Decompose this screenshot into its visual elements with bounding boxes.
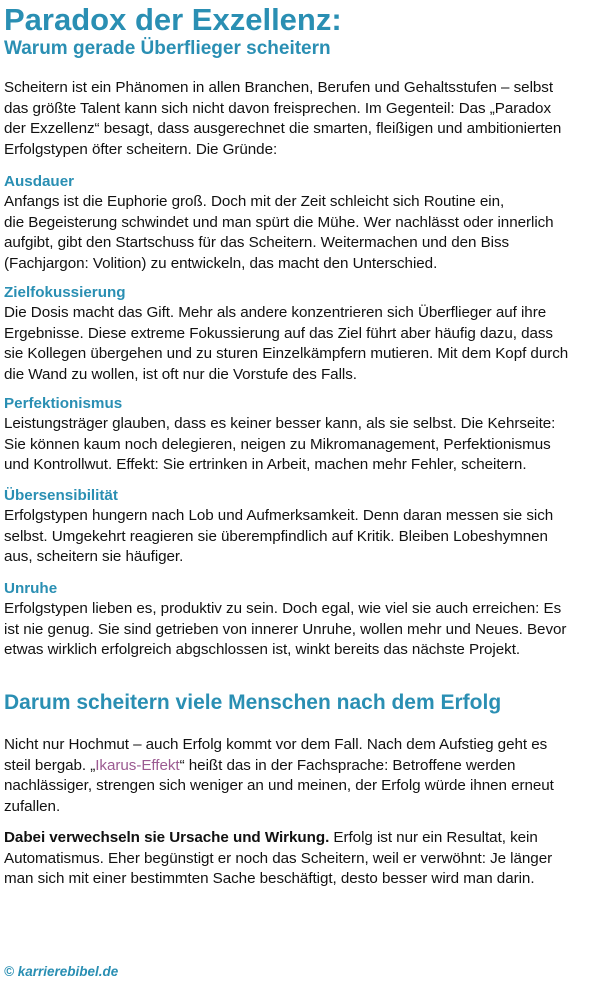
text-fragment: steil bergab. „ [4, 756, 96, 774]
text-fragment: “ heißt das in der Fachsprache: Betroffene werden [179, 756, 516, 774]
text-line: aus, scheitern sie häufiger. [4, 548, 184, 565]
text-line: Leistungsträger glauben, dass es keiner besser kann, als sie selbst. Die Kehrseite: [4, 415, 556, 432]
section-paragraph-uebersensibilitaet [4, 506, 608, 568]
section-paragraph-zielfokussierung [4, 303, 608, 385]
page-subtitle: Warum gerade Überflieger scheitern [4, 38, 331, 59]
copyright-footer: © karrierebibel.de [4, 964, 119, 979]
text-line: Sie können kaum noch delegieren, neigen zu Mikromanagement, Perfektionismus [4, 435, 551, 453]
text-line: Scheitern ist ein Phänomen in allen Branchen, Berufen und Gehaltsstufen – selbst [4, 79, 554, 96]
bold-lead-text: Dabei verwechseln sie Ursache und Wirkung. [4, 829, 330, 846]
section-heading-nach-dem-erfolg: Darum scheitern viele Menschen nach dem Erfolg [4, 691, 502, 714]
text-line: man sich mit einer bestimmten Sache beschäftigt, desto besser wird man darin. [4, 870, 535, 887]
text-line: Nicht nur Hochmut – auch Erfolg kommt vor dem Fall. Nach dem Aufstieg geht es [4, 736, 548, 753]
text-line [4, 828, 608, 849]
section-paragraph-perfektionismus [4, 414, 608, 476]
section-paragraph-ausdauer [4, 192, 608, 274]
text-line: Automatismus. Eher begünstigt er noch das Scheitern, weil er verwöhnt: Je länger [4, 849, 553, 867]
text-line: Erfolgstypen lieben es, produktiv zu sein. Doch egal, wie viel sie auch erreichen: Es [4, 600, 562, 617]
text-line: das größte Talent kann sich nicht davon freisprechen. Im Gegenteil: Das „Paradox [4, 99, 551, 117]
text-line: aufgibt, gibt den Startschuss für das Scheitern. Weitermachen und den Biss [4, 234, 510, 251]
text-line: die Begeisterung schwindet und man spürt die Mühe. Wer nachlässt oder innerlich [4, 213, 554, 231]
section-heading-unruhe: Unruhe [4, 580, 58, 597]
text-line: Erfolgstypen hungern nach Lob und Aufmerksamkeit. Denn daran messen sie sich [4, 507, 554, 524]
text-line: Die Dosis macht das Gift. Mehr als andere konzentrieren sich Überflieger auf ihre [4, 304, 547, 321]
text-line: ist nie genug. Sie sind getrieben von innerer Unruhe, wollen mehr und Neues. Bevor [4, 620, 567, 638]
intro-paragraph [4, 78, 608, 160]
section-heading-uebersensibilitaet: Übersensibilität [4, 487, 118, 504]
text-line: und Kontrollwut. Effekt: Sie ertrinken in Arbeit, machen mehr Fehler, scheitern. [4, 456, 527, 473]
text-line: nachlässiger, strengen sich weniger an und meinen, der Erfolg würde ihnen erneut [4, 777, 554, 794]
text-line [4, 756, 608, 777]
section-paragraph-unruhe [4, 599, 608, 661]
text-fragment: Erfolg ist nur ein Resultat, kein [329, 829, 538, 846]
section-heading-ausdauer: Ausdauer [4, 173, 75, 190]
paragraph-ikarus [4, 735, 608, 817]
text-line: Erfolgstypen öfter scheitern. Die Gründe: [4, 140, 278, 158]
section-heading-zielfokussierung: Zielfokussierung [4, 284, 126, 301]
text-line: zufallen. [4, 797, 61, 815]
section-heading-perfektionismus: Perfektionismus [4, 395, 123, 412]
text-line: Anfangs ist die Euphorie groß. Doch mit der Zeit schleicht sich Routine ein, [4, 193, 505, 210]
text-line: selbst. Umgekehrt reagieren sie überempfindlich auf Kritik. Bleiben Lobeshymnen [4, 527, 548, 545]
text-line: Ergebnisse. Diese extreme Fokussierung auf das Ziel führt aber häufig dazu, dass [4, 324, 553, 342]
text-line: die Wand zu wollen, ist oft nur die Vorstufe des Falls. [4, 365, 357, 383]
ikarus-effekt-link[interactable]: Ikarus-Effekt [95, 756, 180, 774]
paragraph-ursache-wirkung [4, 828, 608, 890]
text-line: (Fachjargon: Volition) zu entwickeln, das macht den Unterschied. [4, 254, 438, 272]
text-line: sie Kollegen übergehen und zu sturen Einzelkämpfern mutieren. Mit dem Kopf durch [4, 345, 569, 362]
page-title: Paradox der Exzellenz: [4, 2, 342, 37]
text-line: der Exzellenz“ besagt, dass ausgerechnet die smarten, fleißigen und ambitionierten [4, 120, 562, 137]
text-line: etwas wirklich erfolgreich abgschlossen ist, winkt bereits das nächste Projekt. [4, 641, 521, 658]
